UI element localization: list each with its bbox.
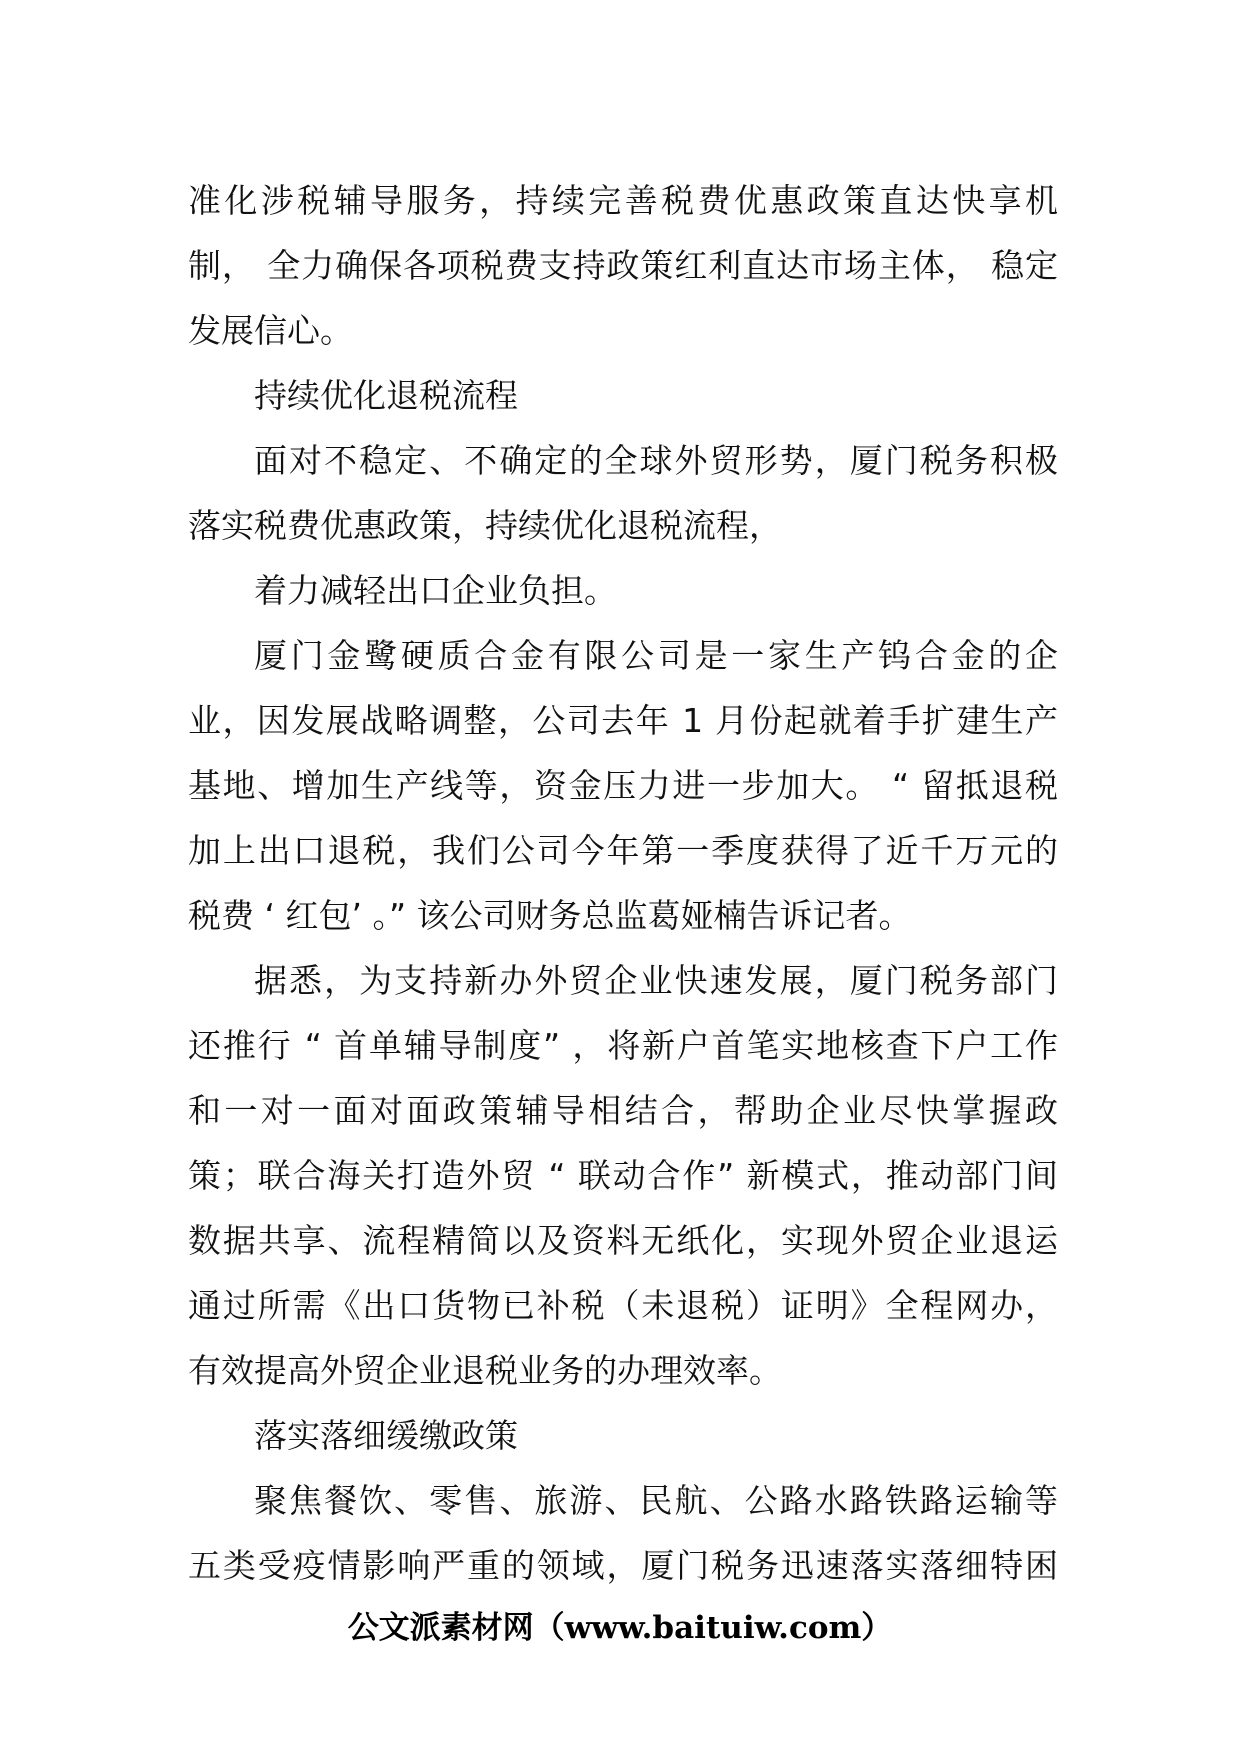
page-footer: 公文派素材网（www.baituiw.com） [347, 1610, 893, 1646]
text-line: 加上出口退税，我们公司今年第一季度获得了近千万元的 [188, 831, 1058, 870]
text-line: 还推行 “ 首单辅导制度” ，将新户首笔实地核查下户工作 [188, 1026, 1058, 1065]
text-line: 业，因发展战略调整，公司去年 1 月份起就着手扩建生产 [188, 701, 1058, 740]
text-line: 着力减轻出口企业负担。 [254, 571, 617, 610]
text-line: 据悉，为支持新办外贸企业快速发展，厦门税务部门 [254, 961, 1058, 1000]
text-line: 落实税费优惠政策，持续优化退税流程， [188, 506, 782, 545]
section-heading: 持续优化退税流程 [254, 376, 518, 415]
text-line: 通过所需《出口货物已补税（未退税）证明》全程网办， [188, 1286, 1058, 1325]
text-line: 发展信心。 [188, 311, 353, 350]
text-line: 数据共享、流程精简以及资料无纸化，实现外贸企业退运 [188, 1221, 1058, 1260]
text-line: 面对不稳定、不确定的全球外贸形势，厦门税务积极 [254, 441, 1058, 480]
text-line: 和一对一面对面政策辅导相结合，帮助企业尽快掌握政 [188, 1091, 1058, 1130]
text-line: 聚焦餐饮、零售、旅游、民航、公路水路铁路运输等 [254, 1481, 1058, 1520]
text-line: 有效提高外贸企业退税业务的办理效率。 [188, 1351, 782, 1390]
text-line: 税费 ‘ 红包’ 。” 该公司财务总监葛娅楠告诉记者。 [188, 896, 912, 935]
text-line: 厦门金鹭硬质合金有限公司是一家生产钨合金的企 [254, 636, 1058, 675]
text-line: 准化涉税辅导服务，持续完善税费优惠政策直达快享机 [188, 181, 1058, 220]
document-body [188, 168, 1058, 1598]
text-line: 制， 全力确保各项税费支持政策红利直达市场主体， 稳定 [188, 246, 1058, 285]
text-line: 基地、增加生产线等，资金压力进一步加大。 “ 留抵退税 [188, 766, 1058, 805]
text-line: 五类受疫情影响严重的领域，厦门税务迅速落实落细特困 [188, 1546, 1058, 1585]
section-heading: 落实落细缓缴政策 [254, 1416, 518, 1455]
text-line: 策；联合海关打造外贸 “ 联动合作” 新模式，推动部门间 [188, 1156, 1058, 1195]
